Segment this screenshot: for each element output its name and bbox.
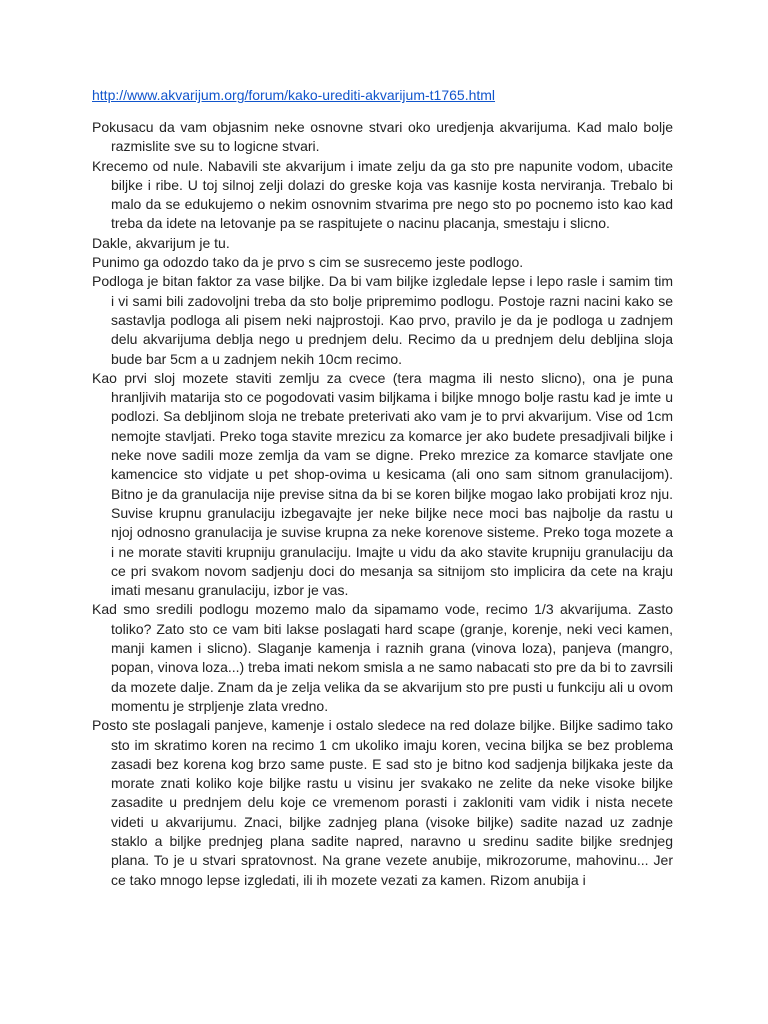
document-page <box>92 86 673 890</box>
paragraph-first-layer: Kao prvi sloj mozete staviti zemlju za cvece (tera magma ili nesto slicno), ona je puna hranljivih matarija sto ce pogodovati vasim biljkama i biljke mnogo bolje rastu kad je imte u podlozi. Sa debljinom sloja ne trebate preterivati ako vam je to prvi akvarijum. Vise od 1cm nemojte stavljati. Preko toga stavite mrezicu za komarce jer ako budete presadjivali biljke i neke nove sadili moze zemlja da vam se digne. Preko mrezice za komarce stavljate one kamencice sto vidjate u pet shop-ovima u kesicama (ali ono sam sitnom granulacijom). Bitno je da granulacija nije previse sitna da bi se koren biljke mogao lako probijati kroz nju. Suvise krupnu granulaciju izbegavajte jer neke biljke nece moci bas najbolje da rastu u njoj odnosno granulacija je suvise krupna za neke korenove sisteme. Preko toga mozete a i ne morate staviti krupniju granulaciju. Imajte u vidu da ako stavite krupniju granulaciju da ce pri svakom novom sadjenju doci do mesanja sa sitnijom sto implicira da cete na kraju imati mesanu granulaciju, izbor je vas. <box>92 369 673 599</box>
paragraph-intro: Pokusacu da vam objasnim neke osnovne stvari oko uredjenja akvarijuma. Kad malo bolje razmislite sve su to logicne stvari. <box>92 119 673 155</box>
source-link[interactable]: http://www.akvarijum.org/forum/kako-urediti-akvarijum-t1765.html <box>92 87 496 103</box>
paragraph-substrate: Podloga je bitan faktor za vase biljke. Da bi vam biljke izgledale lepse i lepo rasle i samim tim i vi sami bili zadovoljni treba da sto bolje pripremimo podlogu. Postoje razni nacini kako se sastavlja podloga ali pisem neki najprostoji. Kao prvo, pravilo je da je podloga u zadnjem delu akvarijuma deblja nego u prednjem delu. Recimo da u prednjem delu debljina sloja bude bar 5cm a u zadnjem nekih 10cm recimo. <box>92 273 673 367</box>
paragraph-fill-bottom: Punimo ga odozdo tako da je prvo s cim se susrecemo jeste podlogo. <box>92 254 524 271</box>
paragraph-planting: Posto ste poslagali panjeve, kamenje i ostalo sledece na red dolaze biljke. Biljke sadimo tako sto im skratimo koren na recimo 1 cm ukoliko imaju koren, vecina biljka se bez problema zasadi bez korena kog brzo same puste. E sad sto je bitno kod sadjenja biljkaka jeste da morate znati koliko koje biljke rastu u visinu jer svakako ne zelite da neke visoke biljke zasadite u prednjem delu koje ce vremenom porasti i zakloniti vam vidik i nista necete videti u akvarijumu. Znaci, biljke zadnjeg plana (visoke biljke) sadite nazad uz zadnje staklo a biljke prednjeg plana sadite napred, naravno u sredinu sadite biljke srednjeg plana. To je u stvari spratovnost. Na grane vezete anubije, mikrozorume, mahovinu... Jer ce tako mnogo lepse izgledati, ili ih mozete vezati za kamen. Rizom anubija i <box>92 717 673 888</box>
paragraph-aquarium-here: Dakle, akvarijum je tu. <box>92 234 230 251</box>
paragraph-water-hardscape: Kad smo sredili podlogu mozemo malo da sipamamo vode, recimo 1/3 akvarijuma. Zasto toliko? Zato sto ce vam biti lakse poslagati hard scape (granje, korenje, neki veci kamen, manji kamen i slicno). Slaganje kamenja i raznih grana (vinova loza), panjeva (mangro, popan, vinova loza...) treba imati nekom smisla a ne samo nabacati sto pre da bi to zavrsili da mozete dalje. Znam da je zelja velika da se akvarijum sto pre pusti u funkciju ali u ovom momentu je strpljenje zlata vredno. <box>92 601 673 714</box>
paragraph-start: Krecemo od nule. Nabavili ste akvarijum i imate zelju da ga sto pre napunite vodom, ubacite biljke i ribe. U toj silnoj zelji dolazi do greske koja vas kasnije kosta nerviranja. Trebalo bi malo da se edukujemo o nekim osnovnim stvarima pre nego sto po pocnemo isto kao kad treba da idete na letovanje pa se raspitujete o nacinu placanja, smestaju i slicno. <box>92 157 673 232</box>
